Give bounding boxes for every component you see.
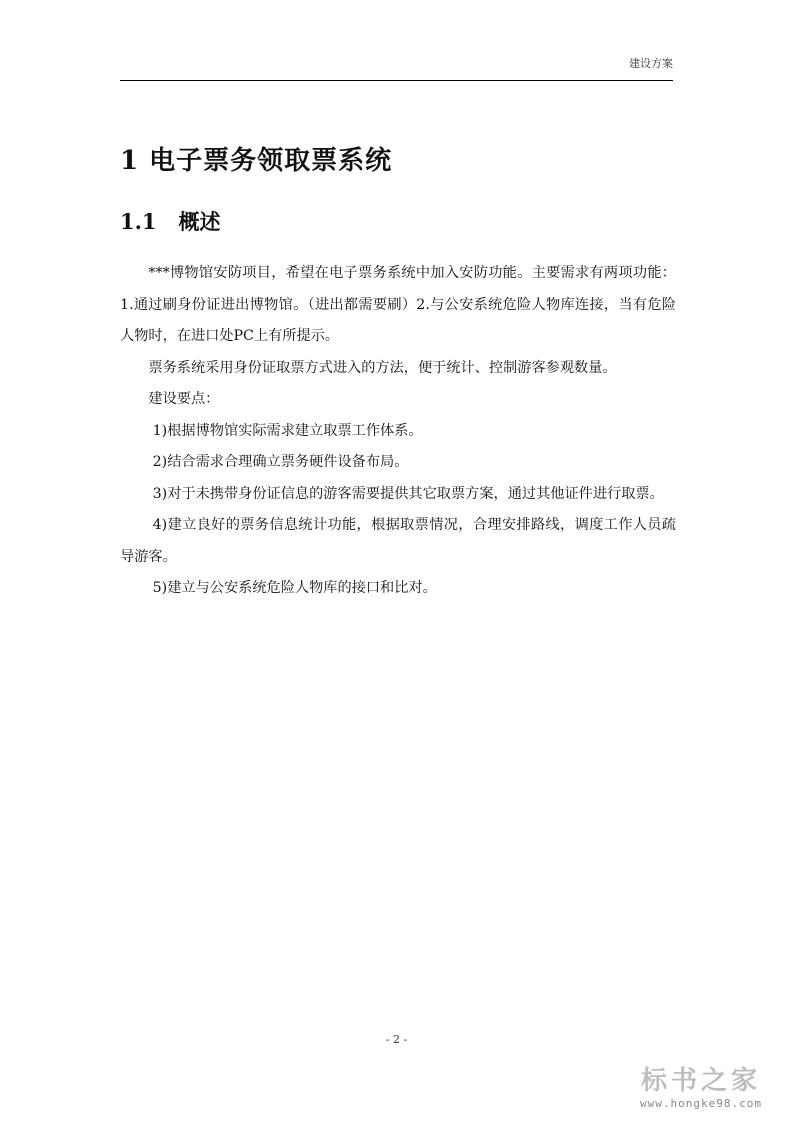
running-header: 建设方案 [629,57,673,70]
heading-1-number: 1 [120,146,140,176]
heading-1-title: 电子票务领取票系统 [149,146,393,176]
key-point-1: 1)根据博物馆实际需求建立取票工作体系。 [152,422,423,439]
key-point-4: 4)建立良好的票务信息统计功能，根据取票情况，合理安排路线，调度工作人员疏导游客。 [120,517,676,565]
heading-2-title: 概述 [178,209,221,234]
paragraph-key-points-label: 建设要点： [148,391,220,407]
watermark-title: 标书之家 [640,1066,761,1096]
header-rule [120,80,673,81]
paragraph-method: 票务系统采用身份证取票方式进入的方法，便于统计、控制游客参观数量。 [148,359,617,376]
heading-2 [120,206,221,236]
key-point-5: 5)建立与公安系统危险人物库的接口和比对。 [152,580,437,596]
page-number: - 2 - [385,1033,408,1046]
key-point-2: 2)结合需求合理确立票务硬件设备布局。 [152,454,409,470]
watermark-url: www.hongke98.com [640,1097,762,1110]
heading-2-number: 1.1 [120,209,157,234]
watermark-logo [621,1060,781,1110]
key-point-3: 3)对于未携带身份证信息的游客需要提供其它取票方案，通过其他证件进行取票。 [152,485,664,502]
paragraph-intro: ***博物馆安防项目，希望在电子票务系统中加入安防功能。主要需求有两项功能：1.通过刷身份证进出博物馆。（进出都需要刷）2.与公安系统危险人物库连接，当有危险人物时，在进口处PC上有所提示。 [120,265,676,344]
body-text [120,258,676,605]
heading-1 [120,140,392,177]
